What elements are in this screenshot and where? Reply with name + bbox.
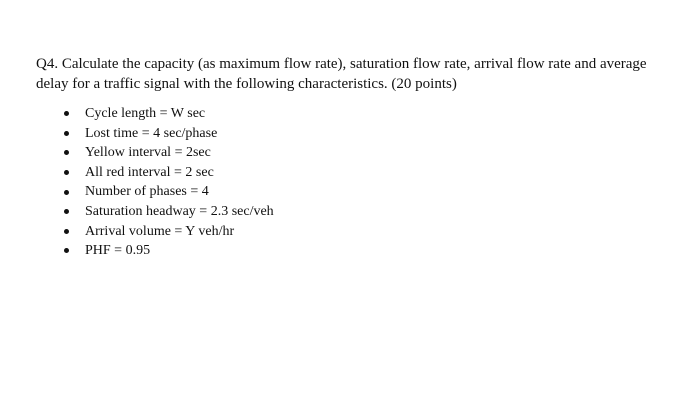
list-item <box>64 143 676 163</box>
list-item <box>64 124 676 144</box>
list-item <box>64 222 676 242</box>
bullet-icon <box>64 111 69 116</box>
list-item-text: Arrival volume = Y veh/hr <box>85 223 235 239</box>
characteristics-list <box>36 104 676 261</box>
list-item <box>64 163 676 183</box>
bullet-icon <box>64 248 69 253</box>
list-item-text: Cycle length = W sec <box>85 106 206 121</box>
bullet-icon <box>64 229 69 234</box>
bullet-icon <box>64 190 69 195</box>
list-item <box>64 182 676 202</box>
list-item-text: PHF = 0.95 <box>85 243 151 259</box>
list-item <box>64 202 676 222</box>
list-item <box>64 104 676 124</box>
list-item-text: Saturation headway = 2.3 sec/veh <box>85 203 274 219</box>
question-text: Q4. Calculate the capacity (as maximum flow rate), saturation flow rate, arrival flow rate and average delay for a traffic signal with the following characteristics. (20 points) <box>36 56 647 92</box>
list-item <box>64 241 676 261</box>
list-item-text: Number of phases = 4 <box>85 184 209 200</box>
document-body <box>36 54 676 261</box>
list-item-text: Yellow interval = 2sec <box>85 145 211 161</box>
bullet-icon <box>64 209 69 214</box>
list-item-text: All red interval = 2 sec <box>85 164 214 180</box>
bullet-icon <box>64 170 69 175</box>
list-item-text: Lost time = 4 sec/phase <box>85 125 218 141</box>
bullet-icon <box>64 131 69 136</box>
bullet-icon <box>64 150 69 155</box>
